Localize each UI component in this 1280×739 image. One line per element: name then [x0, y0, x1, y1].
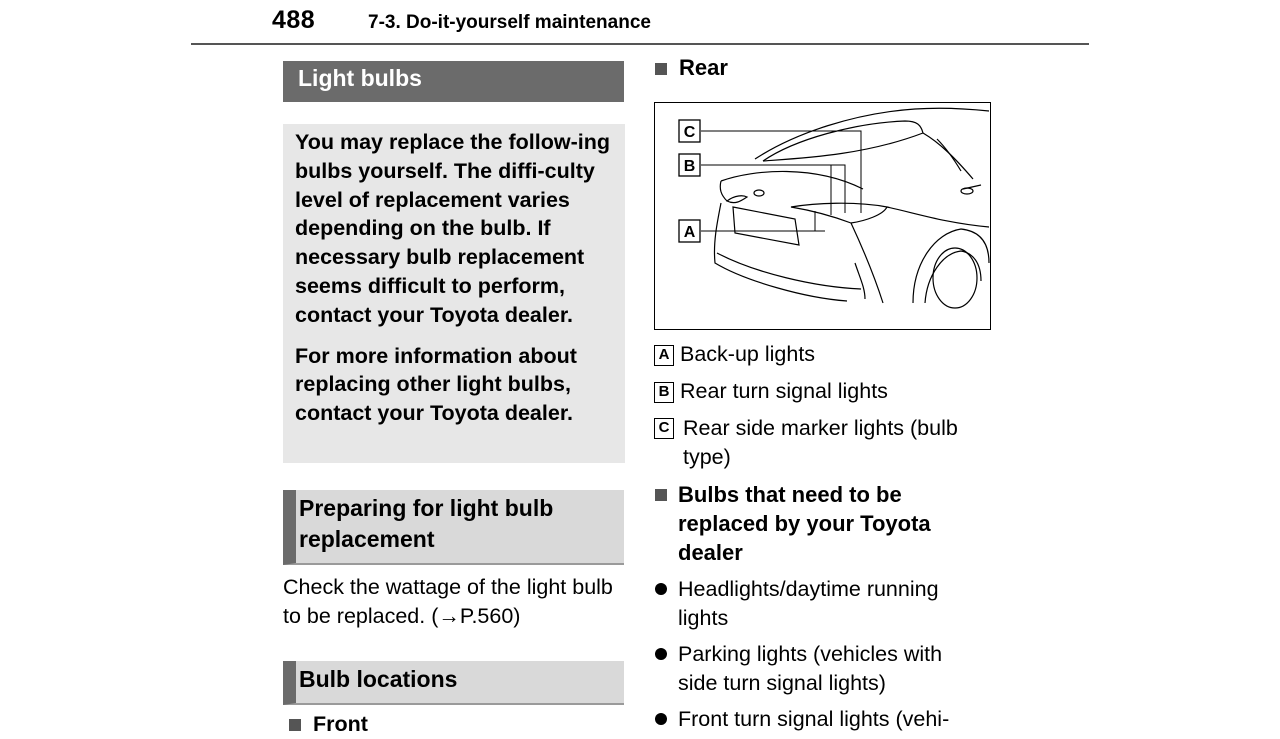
rear-heading: [655, 55, 728, 81]
legend-text-b: Rear turn signal lights: [680, 379, 888, 403]
dealer-bullet-2-text: Parking lights (vehicles with side turn signal lights): [678, 642, 943, 695]
callout-b-label: B: [683, 158, 696, 175]
front-label: Front: [313, 712, 368, 736]
legend-item-c: [654, 414, 989, 472]
bulb-locations-heading: Bulb locations: [283, 661, 624, 705]
callout-a-label: A: [683, 224, 696, 241]
preparing-text: Check the wattage of the light bulb to be replaced. (→P.560): [283, 575, 613, 628]
legend-key-a: A: [654, 345, 674, 366]
section-title: 7-3. Do-it-yourself maintenance: [368, 12, 651, 33]
bullet-dot-icon: [655, 648, 667, 660]
light-bulbs-heading: Light bulbs: [283, 61, 624, 102]
rear-heading-text: Rear: [679, 55, 728, 80]
dealer-bullet-1: [655, 575, 975, 633]
callout-c-label: C: [683, 124, 696, 141]
dealer-bullet-3-text: Front turn signal lights (vehi-: [678, 707, 950, 731]
legend-item-b: [654, 377, 888, 406]
bullet-dot-icon: [655, 713, 667, 725]
dealer-heading-text: Bulbs that need to be replaced by your Toyota dealer: [678, 482, 931, 565]
rear-car-figure: [654, 102, 991, 330]
square-bullet-icon: [655, 489, 667, 501]
intro-paragraph-2: For more information about replacing other light bulbs, contact your Toyota dealer.: [295, 343, 577, 426]
legend-text-c: Rear side marker lights (bulb type): [683, 416, 958, 469]
dealer-heading: [655, 480, 985, 567]
dealer-bullet-1-text: Headlights/daytime running lights: [678, 577, 939, 630]
rear-car-illustration: [655, 103, 989, 328]
callout-a: [679, 220, 700, 242]
square-bullet-icon: [289, 719, 301, 731]
legend-text-a: Back-up lights: [680, 342, 816, 366]
dealer-bullet-3: [655, 705, 975, 731]
legend-key-c: C: [654, 418, 674, 439]
front-subheading-clipped: [283, 710, 613, 736]
square-bullet-icon: [655, 63, 667, 75]
dealer-bullet-2: [655, 640, 975, 698]
intro-box: [283, 124, 625, 463]
callout-b: [679, 154, 700, 176]
callout-c: [679, 120, 700, 142]
legend-item-a: [654, 340, 815, 369]
bullet-dot-icon: [655, 583, 667, 595]
preparing-heading: Preparing for light bulb replacement: [283, 490, 624, 565]
intro-paragraph-1: You may replace the follow-ing bulbs yourself. The diffi-culty level of replacement varies depending on the bulb. If necessary bulb replacement seems difficult to perform, contact your Toyota dealer.: [295, 130, 610, 327]
car-outline: [714, 108, 989, 308]
page-number: 488: [272, 6, 316, 34]
header-divider: [191, 43, 1089, 45]
legend-key-b: B: [654, 382, 674, 403]
